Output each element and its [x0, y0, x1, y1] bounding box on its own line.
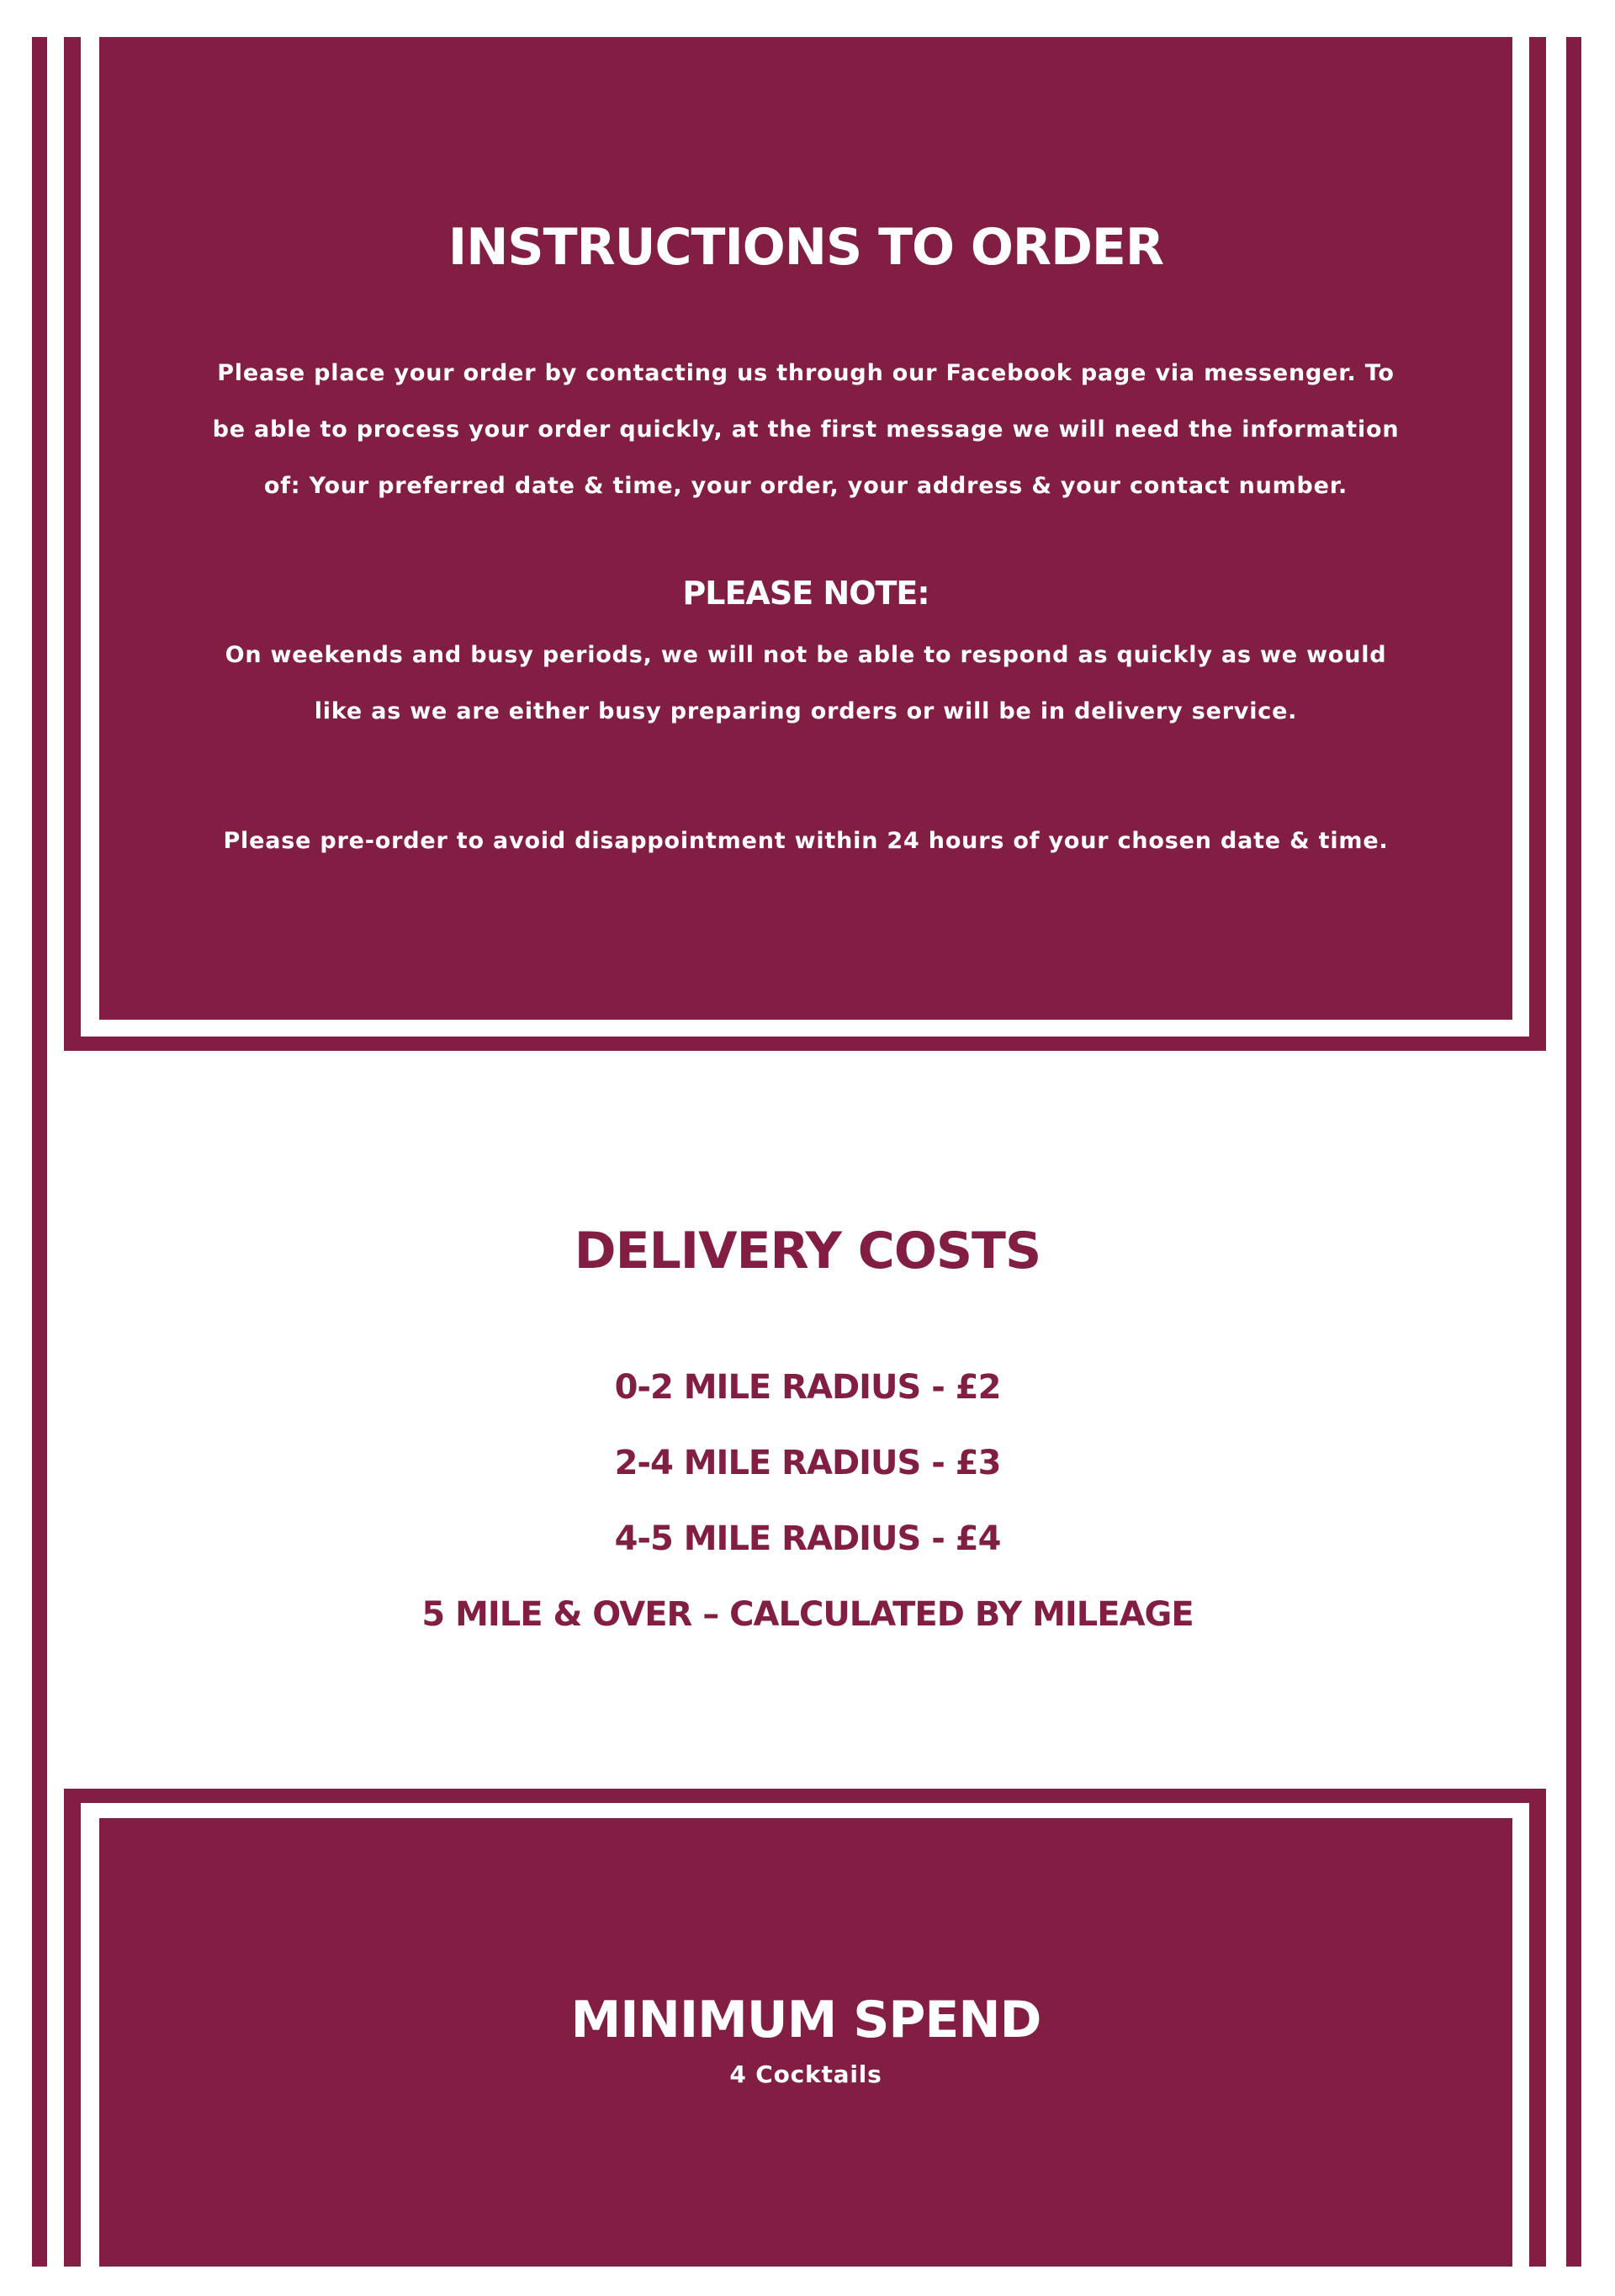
- minimum-spend-title: MINIMUM SPEND: [570, 1991, 1041, 2049]
- frame-left-inner-bar-lower: [64, 1789, 81, 2267]
- instructions-line: be able to process your order quickly, at the first message we will need the information: [212, 416, 1400, 443]
- minimum-spend-panel: [99, 1818, 1512, 2267]
- frame-right-outer-bar: [1566, 37, 1581, 2267]
- instructions-title: INSTRUCTIONS TO ORDER: [447, 218, 1164, 277]
- instructions-panel: [99, 37, 1512, 1020]
- minimum-spend-value: 4 Cocktails: [729, 2060, 882, 2088]
- frame-top-divider-bar: [64, 1037, 1546, 1051]
- note-line: On weekends and busy periods, we will not be able to respond as quickly as we would: [225, 642, 1387, 668]
- please-note-paragraph: [99, 627, 1512, 740]
- delivery-rate-item: 5 MILE & OVER – CALCULATED BY MILEAGE: [421, 1595, 1194, 1634]
- instructions-line: of: Your preferred date & time, your order, your address & your contact number.: [263, 473, 1348, 499]
- frame-right-inner-bar: [1529, 37, 1546, 1051]
- delivery-rate-item: 2-4 MILE RADIUS - £3: [614, 1444, 1001, 1482]
- frame-bottom-divider-bar: [64, 1789, 1546, 1803]
- please-note-title: PLEASE NOTE:: [682, 575, 929, 612]
- frame-right-inner-bar-lower: [1529, 1789, 1546, 2267]
- note-line: like as we are either busy preparing orders or will be in delivery service.: [314, 698, 1298, 724]
- instructions-line: Please place your order by contacting us through our Facebook page via messenger. To: [217, 360, 1395, 386]
- instructions-paragraph: [99, 345, 1512, 514]
- frame-left-outer-bar: [32, 37, 47, 2267]
- delivery-rate-item: 4-5 MILE RADIUS - £4: [614, 1519, 1001, 1558]
- preorder-line: Please pre-order to avoid disappointment within 24 hours of your chosen date & time.: [223, 828, 1389, 854]
- delivery-rate-list: [0, 1349, 1615, 1652]
- delivery-costs-section: [0, 1203, 1615, 1657]
- delivery-costs-title: DELIVERY COSTS: [574, 1222, 1041, 1281]
- frame-left-inner-bar: [64, 37, 81, 1051]
- delivery-rate-item: 0-2 MILE RADIUS - £2: [614, 1368, 1001, 1407]
